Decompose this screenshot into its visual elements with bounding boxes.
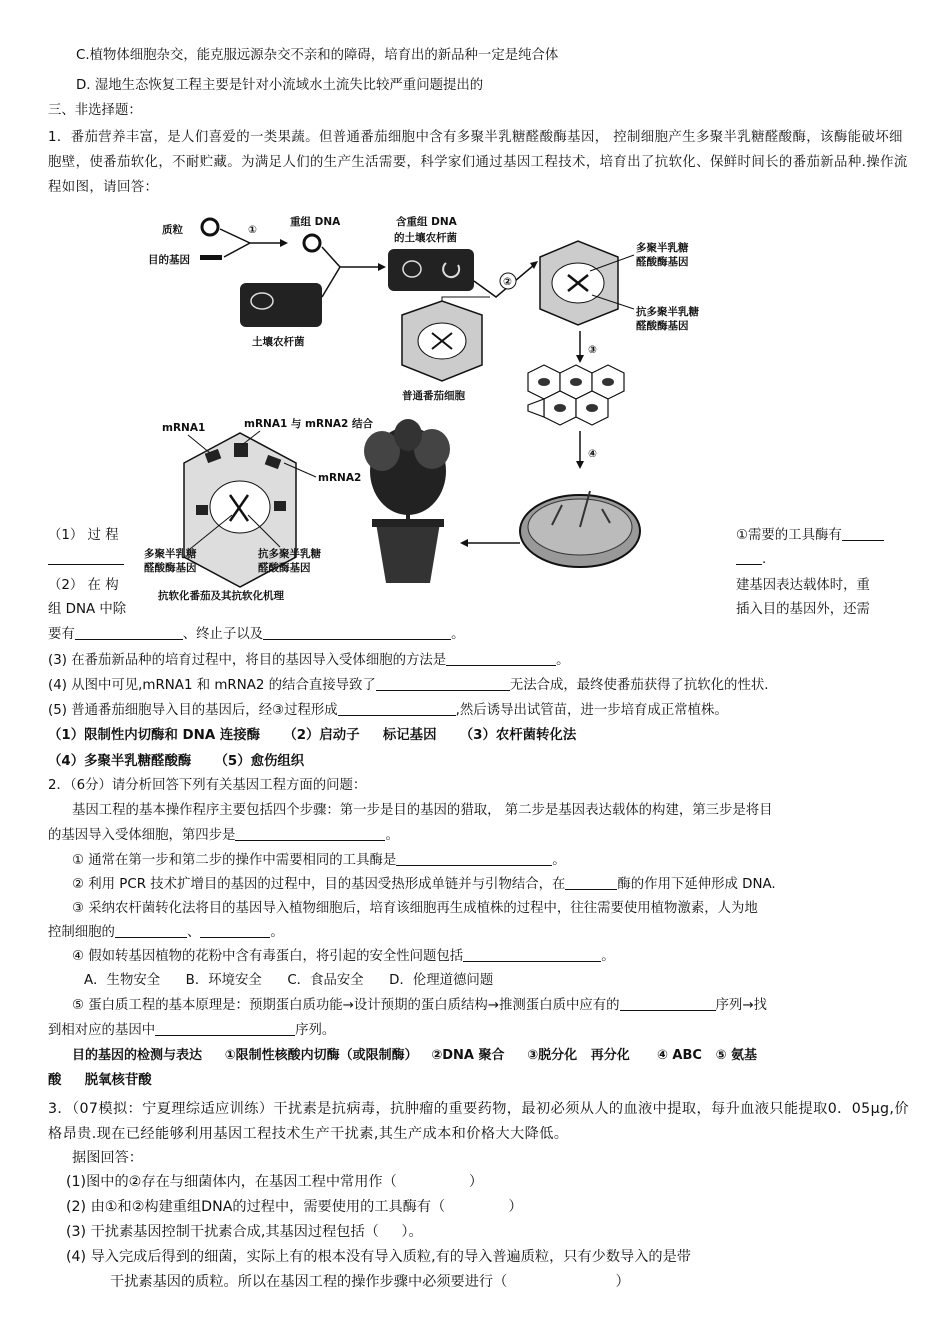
q1-1-blank-c[interactable]: [736, 550, 762, 565]
q2-s5-b: 序列→找: [715, 998, 767, 1013]
q3-intro: 3．（07模拟：宁夏理综适应训练）干扰素是抗病毒，抗肿瘤的重要药物，最初必须从人的血液中提取，每升血液只能提取0．05μg,价格昂贵.现在已经能够利用基因工程技术生产干扰素,其生产成本和价格大大降低。: [48, 1101, 909, 1142]
tomato-plant-icon: [364, 419, 450, 583]
q1-5-a: (5) 普通番茄细胞导入目的基因后，经③过程形成: [48, 703, 338, 718]
q1-2-cont-a: 要有: [48, 627, 75, 642]
mech-pg-label-1: 多聚半乳糖: [144, 548, 197, 560]
step2-label: ②: [503, 276, 512, 288]
mrna-bind-label: mRNA1 与 mRNA2 结合: [244, 418, 373, 430]
mrna2-label: mRNA2: [318, 472, 362, 484]
q2-s5-a: ⑤ 蛋白质工程的基本原理是：预期蛋白质功能→设计预期的蛋白质结构→推测蛋白质中应有的: [72, 998, 620, 1013]
pg-gene-label-2: 醛酸酶基因: [636, 256, 689, 268]
plasmid-label: 质粒: [162, 224, 183, 236]
merge-arrow: [322, 247, 378, 297]
q1-3-end: 。: [556, 653, 570, 668]
q2-s5-d: 序列。: [295, 1023, 336, 1038]
option-c: C.植物体细胞杂交，能克服远源杂交不亲和的障碍，培育出的新品种一定是纯合体: [76, 48, 559, 63]
recomb-plasmid-icon: [304, 235, 320, 251]
q2-answer-1: 目的基因的检测与表达 ①限制性核酸内切酶（或限制酶） ②DNA 聚合 ③脱分化 再分化 ④ ABC ⑤ 氨基: [72, 1048, 758, 1063]
q2-s4: ④ 假如转基因植物的花粉中含有毒蛋白，将引起的安全性问题包括: [72, 949, 464, 964]
q2-intro-b: 的基因导入受体细胞，第四步是: [48, 828, 236, 843]
q1-intro: 1．番茄营养丰富，是人们喜爱的一类果蔬。但普通番茄细胞中含有多聚半乳糖醛酸酶基因， 控制细胞产生多聚半乳糖醛酸酶，该酶能破坏细胞壁，使番茄软化，不耐贮藏。为满足人们的生产生活需要，科学家们通过基因工程技术，培育出了抗软化、保鲜时间长的番茄新品种.操作流程如图，请回答：: [48, 130, 908, 195]
q1-answer-1: （1）限制性内切酶和 DNA 连接酶 （2）启动子 标记基因 （3）农杆菌转化法: [48, 728, 577, 743]
safety-blank[interactable]: [463, 947, 601, 962]
q3-s4-b: 干扰素基因的质粒。所以在基因工程的操作步骤中必须要进行（ ）: [110, 1274, 630, 1290]
q1-4-a: (4) 从图中可见,mRNA1 和 mRNA2 的结合直接导致了: [48, 678, 376, 693]
q2-s3-b: 控制细胞的: [48, 925, 115, 940]
q1-2-left: （2） 在 构: [48, 578, 119, 593]
cell-cluster-icon: [528, 365, 624, 425]
q1-1-left: （1） 过 程: [48, 528, 119, 543]
q1-2-mid-right: 插入目的基因外，还需: [736, 602, 870, 617]
dediff-blank[interactable]: [115, 923, 187, 938]
q3-s3: (3) 干扰素基因控制干扰素合成,其基因过程包括（ ）。: [66, 1224, 423, 1240]
section-heading: 三、非选择题：: [48, 103, 142, 118]
pg-gene-label-1: 多聚半乳糖: [636, 242, 689, 254]
target-gene-icon: [200, 255, 222, 260]
q3-lead: 据图回答：: [72, 1150, 143, 1166]
q1-answer-2: （4）多聚半乳糖醛酸酶 （5）愈伤组织: [48, 754, 305, 769]
rediff-blank[interactable]: [200, 923, 270, 938]
mrna1-label: mRNA1: [162, 422, 206, 434]
q2-title: 2．（6分）请分析回答下列有关基因工程方面的问题：: [48, 778, 367, 793]
q1-3: (3) 在番茄新品种的培育过程中，将目的基因导入受体细胞的方法是: [48, 653, 447, 668]
q2-s4-end: 。: [601, 949, 615, 964]
q1-2-cont-c: 。: [451, 627, 465, 642]
agro-recomb-box: [388, 249, 474, 291]
amino-blank[interactable]: [620, 996, 716, 1011]
promoter-blank[interactable]: [75, 625, 183, 640]
q2-s2-a: ② 利用 PCR 技术扩增目的基因的过程中，目的基因受热形成单链并与引物结合，在: [72, 877, 566, 892]
marker-blank[interactable]: [263, 625, 451, 640]
anti-pg-gene-label-2: 醛酸酶基因: [636, 320, 689, 332]
callus-blank[interactable]: [338, 701, 456, 716]
q1-1-blank-a[interactable]: [842, 526, 884, 541]
q2-s3-mid: 、: [186, 925, 201, 940]
plasmid-icon: [202, 219, 218, 235]
q2-s3-end: 。: [270, 925, 284, 940]
agro-dna-label-1: 含重组 DNA: [396, 216, 457, 228]
agro-dna-label-2: 的土壤农杆菌: [394, 232, 457, 244]
enzyme-blank[interactable]: [376, 676, 510, 691]
agrobacterium-label: 土壤农杆菌: [252, 336, 305, 348]
mech-pg-label-2: 醛酸酶基因: [144, 562, 197, 574]
gene-engineering-figure: [140, 205, 730, 605]
mech-anti-pg-label-1: 抗多聚半乳糖: [258, 548, 321, 560]
polymerase-blank[interactable]: [565, 875, 617, 890]
mech-anti-pg-label-2: 醛酸酶基因: [258, 562, 311, 574]
q2-intro-end: 。: [385, 828, 399, 843]
q1-2-cont-b: 、终止子以及: [182, 627, 264, 642]
recomb-dna-label: 重组 DNA: [290, 216, 341, 228]
step4-blank[interactable]: [235, 826, 385, 841]
nucleotide-blank[interactable]: [155, 1021, 295, 1036]
q2-s3-a: ③ 采纳农杆菌转化法将目的基因导入植物细胞后，培育该细胞再生成植株的过程中，往往需要使用植物激素，人为地: [72, 901, 758, 916]
q1-1-right: ①需要的工具酶有: [736, 528, 842, 543]
q1-2-mid-left: 组 DNA 中除: [48, 602, 127, 617]
option-d: D. 湿地生态恢复工程主要是针对小流域水土流失比较严重问题提出的: [76, 78, 484, 93]
q2-s1-end: 。: [552, 853, 566, 868]
q3-s4-a: (4) 导入完成后得到的细菌，实际上有的根本没有导入质粒,有的导入普遍质粒，只有少数导入的是带: [66, 1249, 691, 1265]
step4-label: ④: [588, 448, 597, 460]
q1-2-right: 建基因表达载体时，重: [736, 578, 870, 593]
method-blank[interactable]: [446, 651, 556, 666]
q2-s5-c: 到相对应的基因中: [48, 1023, 156, 1038]
step1-label: ①: [248, 224, 257, 236]
step3-label: ③: [588, 344, 597, 356]
q2-s2-b: 酶的作用下延伸形成 DNA.: [617, 877, 776, 892]
q2-s1: ① 通常在第一步和第二步的操作中需要相同的工具酶是: [72, 853, 397, 868]
normal-cell-label: 普通番茄细胞: [402, 390, 465, 402]
q2-options: A．生物安全 B．环境安全 C．食品安全 D．伦理道德问题: [84, 973, 494, 988]
q1-5-b: ,然后诱导出试管苗，进一步培育成正常植株。: [455, 703, 728, 718]
q3-s2: (2) 由①和②构建重组DNA的过程中，需要使用的工具酶有（ ）: [66, 1199, 523, 1215]
q1-1-blank-b[interactable]: [48, 550, 124, 565]
q3-s1: (1)图中的②存在与细菌体内，在基因工程中常用作（ ）: [66, 1174, 484, 1190]
figure-caption: 抗软化番茄及其抗软化机理: [158, 590, 284, 602]
target-gene-label: 目的基因: [148, 254, 190, 266]
q2-answer-2: 酸 脱氧核苷酸: [48, 1073, 152, 1088]
q2-intro-a: 基因工程的基本操作程序主要包括四个步骤：第一步是目的基因的猎取， 第二步是基因表达载体的构建，第三步是将目: [72, 803, 773, 818]
tool-enzyme-blank[interactable]: [396, 851, 552, 866]
anti-pg-gene-label-1: 抗多聚半乳糖: [636, 306, 699, 318]
q1-4-b: 无法合成，最终使番茄获得了抗软化的性状.: [509, 678, 769, 693]
